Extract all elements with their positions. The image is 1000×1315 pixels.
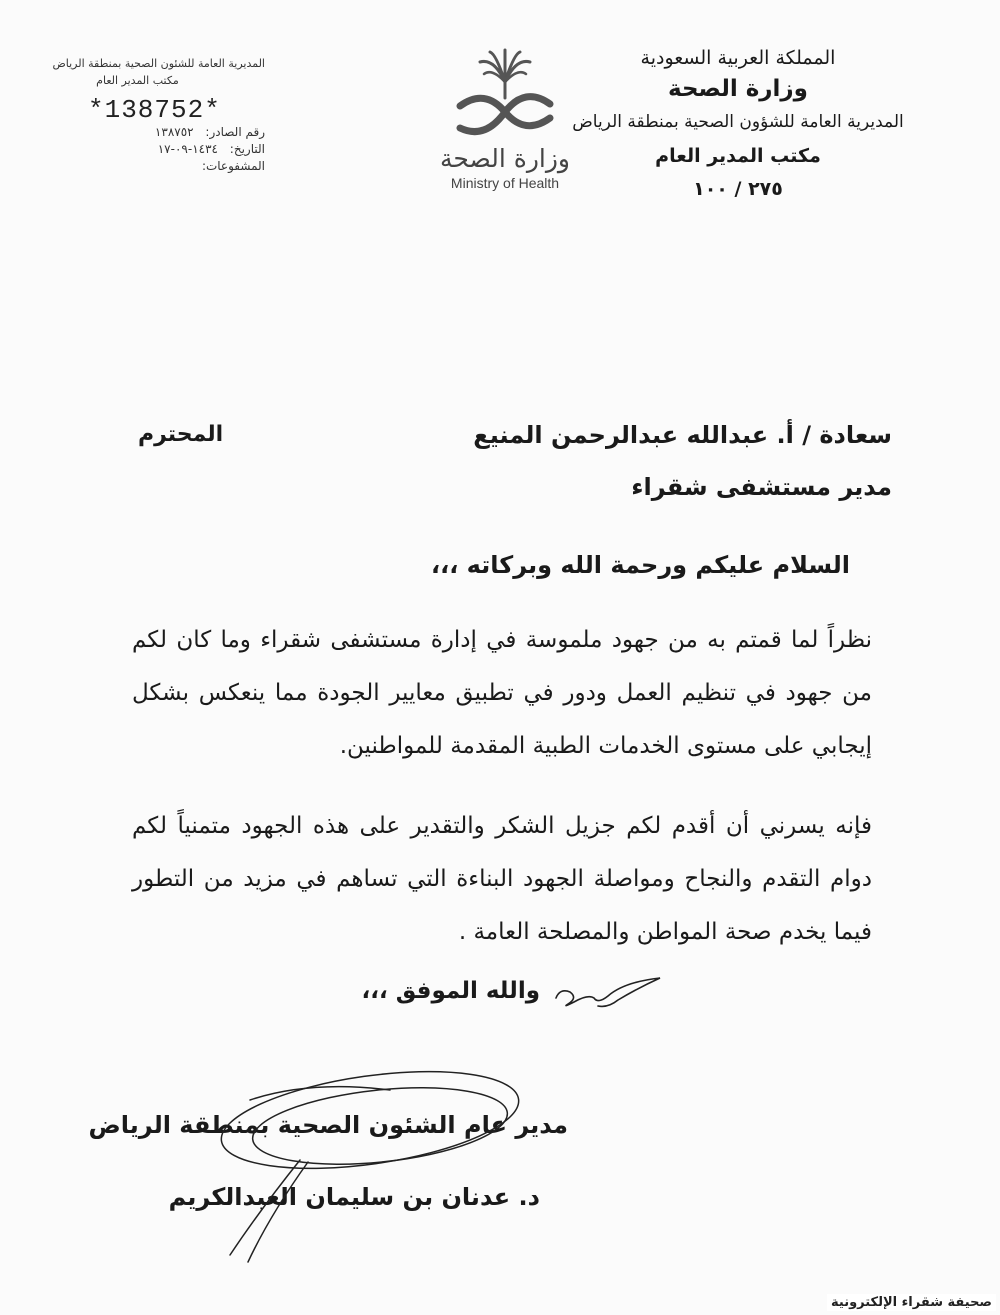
stamp-issue-row — [40, 124, 265, 141]
reference-number: ٢٧٥ / ١٠٠ — [693, 178, 783, 200]
signer-name: د. عدنان بن سليمان العبدالكريم — [168, 1183, 540, 1211]
source-watermark: صحيفة شقراء الإلكترونية — [827, 1294, 996, 1311]
initial-signature-icon — [548, 968, 668, 1018]
directorate-name: المديرية العامة للشؤون الصحية بمنطقة الرياض — [572, 112, 904, 132]
office-name: مكتب المدير العام — [655, 145, 821, 167]
signer-title: مدير عام الشئون الصحية بمنطقة الرياض — [88, 1111, 568, 1139]
barcode-number: *138752* — [88, 95, 221, 125]
palm-swords-emblem-icon — [450, 48, 560, 148]
issue-value: ١٣٨٧٥٢ — [154, 125, 194, 139]
logo-english-text: Ministry of Health — [450, 175, 560, 191]
addressee-name: سعادة / أ. عبدالله عبدالرحمن المنيع — [473, 421, 892, 449]
incoming-stamp — [40, 56, 265, 175]
logo-arabic-text: وزارة الصحة — [440, 144, 570, 173]
stamp-directorate: المديرية العامة للشئون الصحية بمنطقة الرياض — [52, 57, 265, 70]
ministry-name: وزارة الصحة — [668, 76, 808, 102]
stamp-attachments-row — [40, 158, 265, 175]
body-paragraph-1: نظراً لما قمتم به من جهود ملموسة في إدارة مستشفى شقراء وما كان لكم من جهود في تنظيم العمل ودور في تطبيق معايير الجودة مما ينعكس بشكل إيجابي على مستوى الخدمات الطبية المقدمة للمواطنين. — [132, 627, 872, 759]
kingdom-name: المملكة العربية السعودية — [640, 47, 836, 69]
letterhead-right — [568, 44, 908, 204]
stamp-date-row — [40, 141, 265, 158]
date-value: ١٤٣٤-٠٩-١٧ — [157, 142, 218, 156]
ministry-logo — [440, 48, 570, 208]
addressee-title: مدير مستشفى شقراء — [631, 473, 892, 501]
body-paragraph-2: فإنه يسرني أن أقدم لكم جزيل الشكر والتقدير على هذه الجهود متمنياً لكم دوام التقدم والنجاح ومواصلة الجهود البناءة التي تساهم في مزيد من التطور فيما يخدم صحة المواطن والمصلحة العامة . — [132, 813, 872, 945]
closing-line: والله الموفق ،،، — [361, 978, 540, 1004]
director-signature-icon — [190, 1040, 520, 1270]
attachments-label: المشفوعات: — [201, 159, 265, 173]
date-label: التاريخ: — [229, 142, 265, 156]
issue-label: رقم الصادر: — [205, 125, 265, 139]
stamp-office: مكتب المدير العام — [96, 74, 179, 87]
greeting-line: السلام عليكم ورحمة الله وبركاته ،،، — [430, 551, 850, 579]
addressee-respect: المحترم — [138, 422, 224, 447]
